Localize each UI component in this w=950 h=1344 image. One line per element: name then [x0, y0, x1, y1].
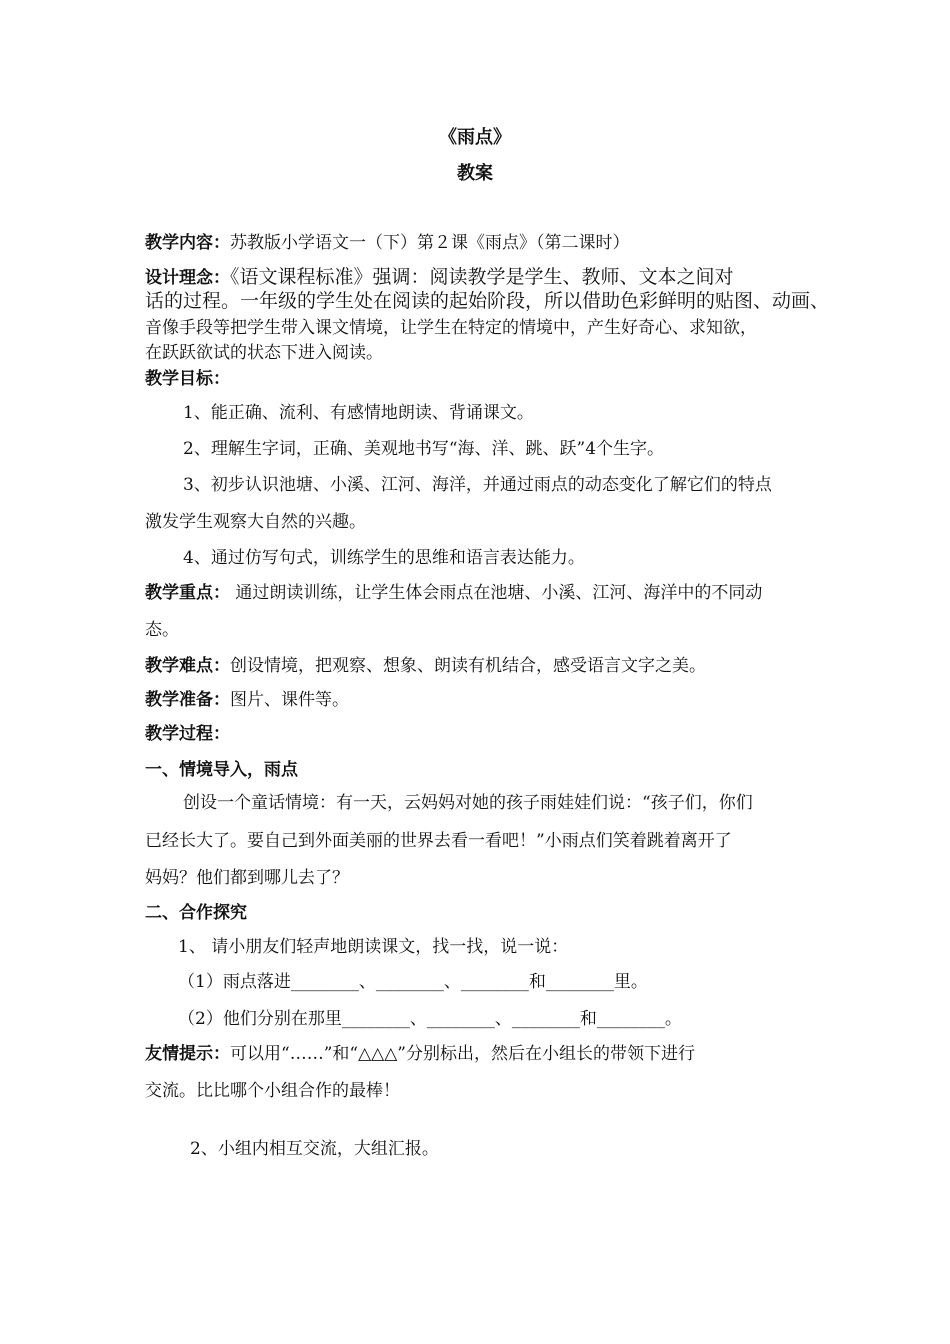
question-2: （2）他们分别在那里________、________、________和________。: [178, 1009, 682, 1029]
key-points-line-2: 态。: [145, 620, 179, 640]
process-label: 教学过程：: [145, 724, 230, 744]
content-text: 苏教版小学语文一（下）第２课《雨点》（第二课时）: [230, 233, 630, 253]
tip-line-2: 交流。比比哪个小组合作的最棒！: [145, 1081, 400, 1101]
section1-heading: 一、情境导入，雨点: [145, 760, 298, 780]
content-line: [145, 232, 630, 254]
difficulty-text: 创设情境，把观察、想象、朗读有机结合，感受语言文字之美。: [230, 656, 706, 676]
tip-label: 友情提示：: [145, 1044, 230, 1064]
section2-step-1: 1、 请小朋友们轻声地朗读课文，找一找，说一说：: [178, 937, 569, 957]
difficulty-label: 教学难点：: [145, 656, 230, 676]
concept-text-1: 《语文课程标准》强调：阅读教学是学生、教师、文本之间对: [230, 266, 734, 288]
concept-line-1: [145, 265, 734, 290]
tip-text-1: 可以用“……”和“△△△”分别标出，然后在小组长的带领下进行: [230, 1044, 695, 1064]
difficulty-line: [145, 655, 706, 677]
tip-line-1: [145, 1043, 695, 1065]
document-subtitle: 教案: [457, 163, 493, 184]
section1-line-2: 已经长大了。要自己到外面美丽的世界去看一看吧！”小雨点们笑着跳着离开了: [145, 831, 732, 851]
goal-item-3-cont: 激发学生观察大自然的兴趣。: [145, 512, 366, 532]
question-1: （1）雨点落进________、________、________和________里。: [178, 972, 648, 992]
prep-label: 教学准备：: [145, 690, 230, 710]
goal-item-1: 1、能正确、流利、有感情地朗读、背诵课文。: [183, 403, 534, 423]
key-points-text: 通过朗读训练，让学生体会雨点在池塘、小溪、江河、海洋中的不同动: [235, 583, 763, 603]
content-label: 教学内容：: [145, 233, 230, 253]
concept-line-3: 音像手段等把学生带入课文情境，让学生在特定的情境中，产生好奇心、求知欲，: [145, 318, 757, 338]
goal-item-2: 2、理解生字词，正确、美观地书写“海、洋、跳、跃”4个生字。: [183, 439, 665, 459]
concept-label: 设计理念：: [145, 268, 230, 288]
section1-line-3: 妈妈？他们都到哪儿去了？: [145, 868, 349, 888]
key-points-label: 教学重点：: [145, 583, 230, 603]
concept-line-4: 在跃跃欲试的状态下进入阅读。: [145, 343, 383, 363]
section1-line-1: 创设一个童话情境：有一天，云妈妈对她的孩子雨娃娃们说：“孩子们，你们: [183, 793, 753, 813]
goal-item-4: 4、通过仿写句式，训练学生的思维和语言表达能力。: [183, 548, 585, 568]
prep-line: [145, 689, 349, 711]
document-title: 《雨点》: [439, 127, 511, 148]
section2-heading: 二、合作探究: [145, 903, 247, 923]
section2-step-2: 2、小组内相互交流，大组汇报。: [190, 1139, 439, 1159]
goals-label: 教学目标：: [145, 369, 230, 389]
goal-item-3: 3、初步认识池塘、小溪、江河、海洋，并通过雨点的动态变化了解它们的特点: [183, 475, 772, 495]
concept-line-2: 话的过程。一年级的学生处在阅读的起始阶段，所以借助色彩鲜明的贴图、动画、: [145, 290, 830, 312]
prep-text: 图片、课件等。: [230, 690, 349, 710]
key-points-line-1: [145, 582, 762, 604]
